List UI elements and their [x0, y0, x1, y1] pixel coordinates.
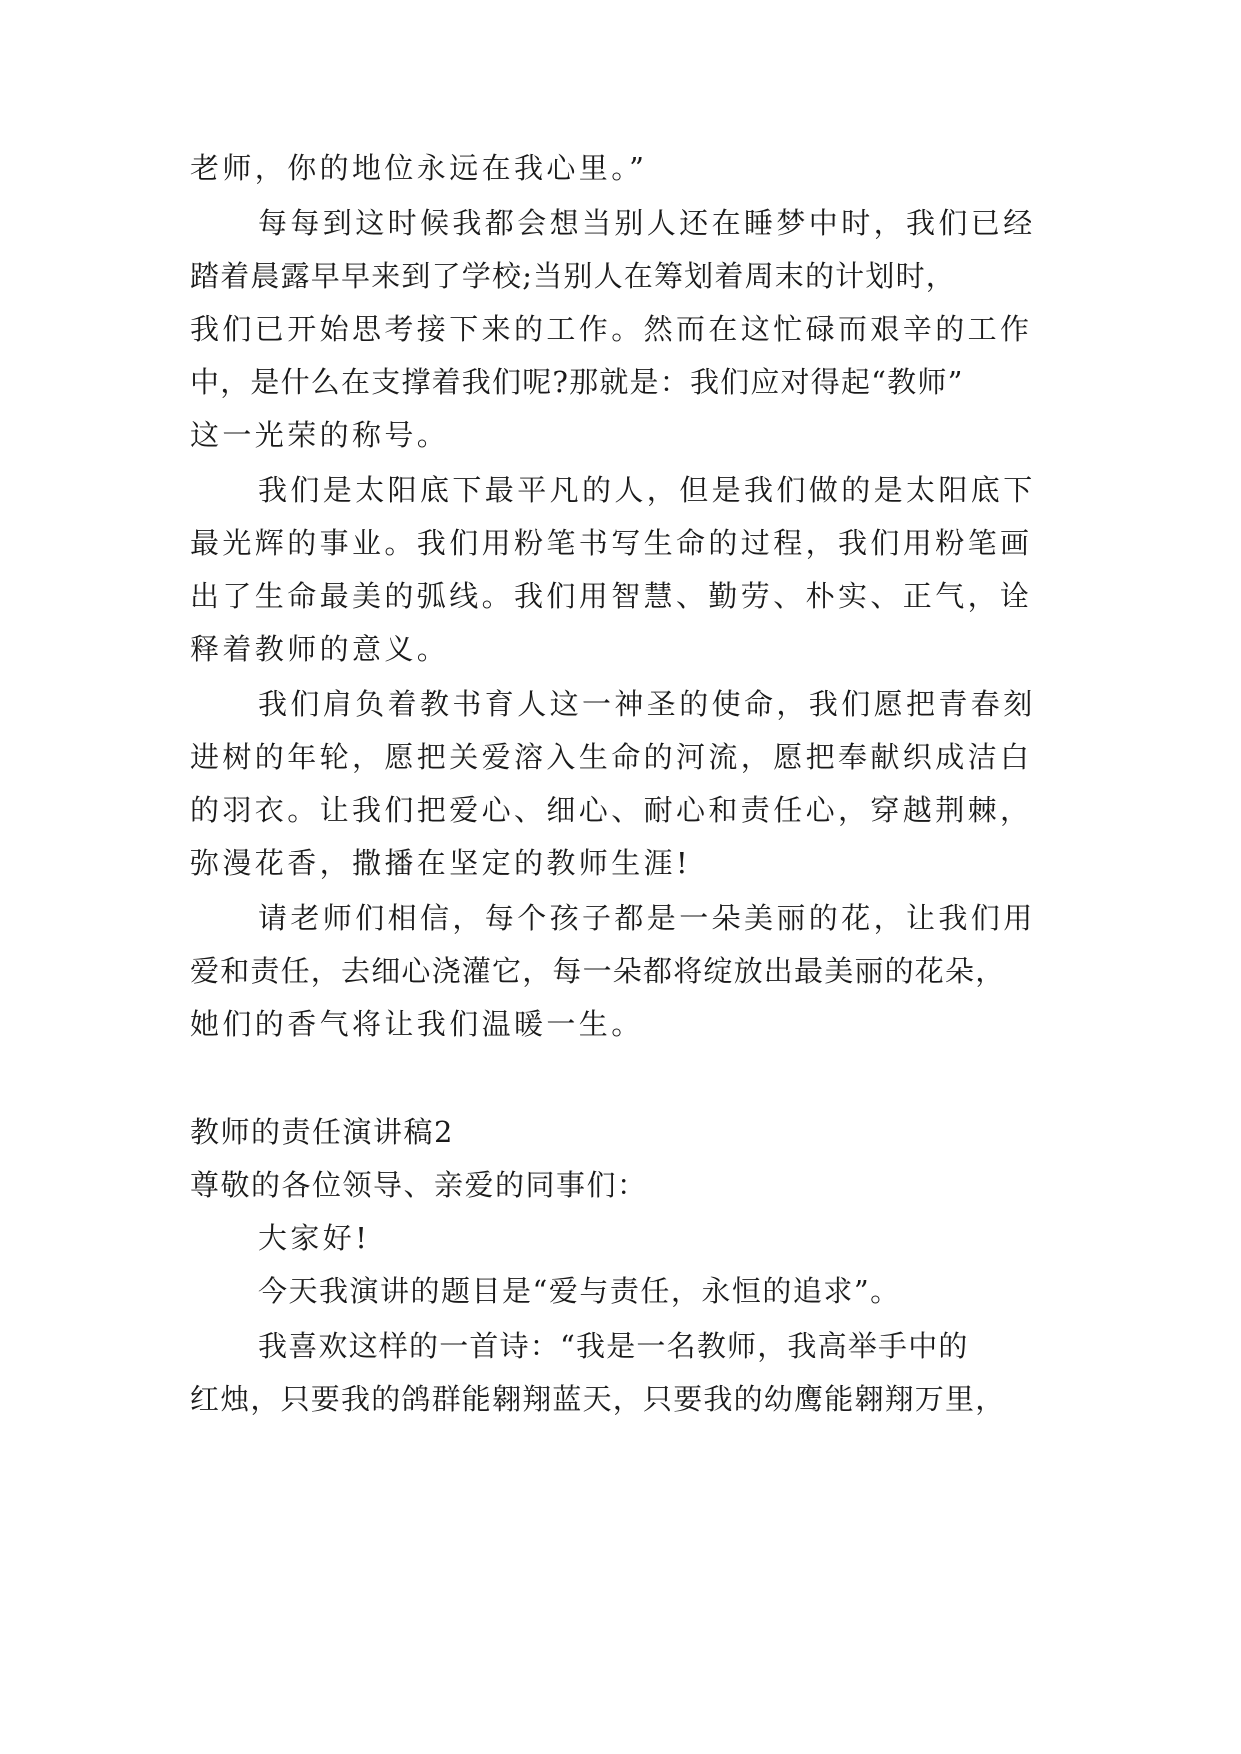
salutation: 尊敬的各位领导、亲爱的同事们： [190, 1168, 648, 1202]
text-line: 进树的年轮，愿把关爱溶入生命的河流，愿把奉献织成洁白 [190, 740, 1033, 774]
text-line: 这一光荣的称号。 [190, 418, 450, 452]
text-line: 中，是什么在支撑着我们呢?那就是：我们应对得起“教师” [190, 365, 964, 399]
text-line: 弥漫花香，撒播在坚定的教师生涯! [190, 846, 692, 880]
text-line: 释着教师的意义。 [190, 632, 450, 666]
text-line: 她们的香气将让我们温暖一生。 [190, 1007, 644, 1041]
text-line: 红烛，只要我的鸽群能翱翔蓝天，只要我的幼鹰能翱翔万里， [190, 1382, 1006, 1416]
text-line: 爱和责任，去细心浇灌它，每一朵都将绽放出最美丽的花朵， [190, 954, 1006, 988]
paragraph-line: 我们肩负着教书育人这一神圣的使命，我们愿把青春刻 [258, 687, 1036, 721]
text-line: 我们已开始思考接下来的工作。然而在这忙碌而艰辛的工作 [190, 312, 1033, 346]
paragraph-line: 每每到这时候我都会想当别人还在睡梦中时，我们已经 [258, 206, 1036, 240]
text-line: 老师，你的地位永远在我心里。” [190, 151, 648, 185]
speech-topic: 今天我演讲的题目是“爱与责任，永恒的追求”。 [258, 1274, 901, 1308]
text-line: 最光辉的事业。我们用粉笔书写生命的过程，我们用粉笔画 [190, 526, 1033, 560]
text-line: 踏着晨露早早来到了学校;当别人在筹划着周末的计划时， [190, 259, 956, 293]
paragraph-line: 请老师们相信，每个孩子都是一朵美丽的花，让我们用 [258, 901, 1036, 935]
text-line: 的羽衣。让我们把爱心、细心、耐心和责任心，穿越荆棘， [190, 793, 1033, 827]
paragraph-line: 我喜欢这样的一首诗：“我是一名教师，我高举手中的 [258, 1329, 969, 1363]
paragraph-line: 我们是太阳底下最平凡的人，但是我们做的是太阳底下 [258, 473, 1036, 507]
text-line: 出了生命最美的弧线。我们用智慧、勤劳、朴实、正气，诠 [190, 579, 1033, 613]
section-heading: 教师的责任演讲稿2 [190, 1115, 454, 1149]
greeting: 大家好! [258, 1221, 371, 1255]
